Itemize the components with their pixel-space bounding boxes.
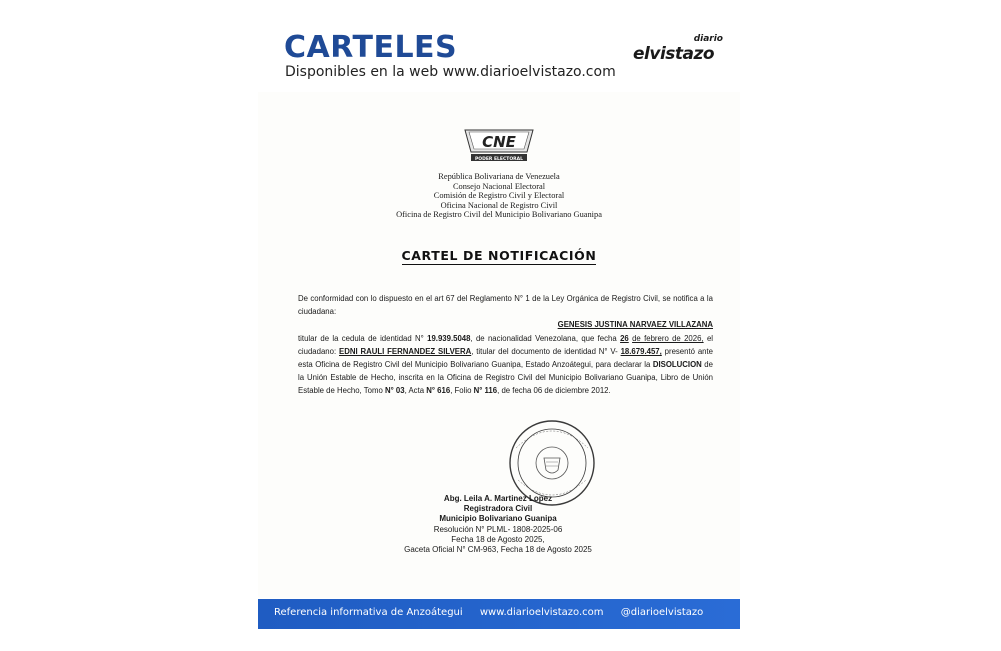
footer-reference: Referencia informativa de Anzoátegui — [274, 607, 463, 618]
brand-logo[interactable] — [633, 34, 723, 66]
cne-logo-subtext: PODER ELECTORAL — [475, 156, 523, 162]
letterhead-line: Comisión de Registro Civil y Electoral — [433, 191, 565, 201]
day-value: 26 — [620, 333, 629, 343]
footer-website-link[interactable]: www.diarioelvistazo.com — [479, 607, 604, 618]
body-text: de febrero de 2026, — [632, 333, 704, 343]
applicant-name: EDNI RAULI FERNANDEZ SILVERA — [339, 346, 472, 356]
resolution-date: Fecha 18 de Agosto 2025, — [451, 534, 545, 544]
letterhead-line: Oficina de Registro Civil del Municipio Bolivariano Guanipa — [396, 210, 602, 220]
body-text: , de nacionalidad Venezolana, que fecha — [470, 333, 617, 343]
footer-bar — [258, 599, 740, 629]
document-heading-text: CARTEL DE NOTIFICACIÓN — [401, 248, 597, 263]
notification-body — [298, 292, 713, 398]
cne-logo-text: CNE — [482, 133, 516, 151]
body-text: De conformidad con lo dispuesto en el art 67 del Reglamento N° 1 de la Ley Orgánica de Registro Civil, se notifica a la ciudadana: — [298, 294, 713, 317]
footer-social-handle[interactable]: @diarioelvistazo — [620, 607, 704, 618]
footer-text — [274, 607, 717, 618]
header-title: CARTELES — [284, 30, 458, 65]
body-text: de la Unión Estable de Hecho, inscrita en la Oficina de Registro Civil del Municipio Bolivariano Guanipa, Libro de Unión Estable de Hecho, Tomo — [298, 360, 713, 396]
body-text: , Acta — [404, 386, 425, 396]
signature-block — [378, 494, 618, 555]
body-text: titular de la cedula de identidad N° — [298, 333, 424, 343]
resolution-line: Resolución N° PLML- 1808-2025-06 — [433, 524, 563, 534]
acta-value: N° 616 — [426, 386, 451, 396]
signer-role: Registradora Civil — [463, 504, 533, 514]
letterhead-line: Consejo Nacional Electoral — [452, 181, 546, 191]
tomo-value: N° 03 — [384, 386, 405, 396]
letterhead-line: Oficina Nacional de Registro Civil — [440, 200, 558, 210]
document-heading — [258, 248, 740, 263]
dissolution-label: DISOLUCION — [652, 360, 702, 370]
letterhead — [258, 172, 740, 220]
folio-value: N° 116 — [473, 386, 498, 396]
id-number-1: 19.939.5048 — [427, 333, 471, 343]
brand-logo-main: elvistazo — [633, 44, 715, 64]
letterhead-line: República Bolivariana de Venezuela — [438, 172, 560, 181]
body-text: , Folio — [450, 386, 472, 396]
gazette-line: Gaceta Oficial N° CM-963, Fecha 18 de Agosto 2025 — [404, 545, 592, 555]
body-text: el ciudadano: — [298, 333, 714, 356]
signer-office: Municipio Bolivariano Guanipa — [439, 514, 557, 524]
body-text: , titular del documento de identidad N° V- — [471, 346, 618, 356]
brand-logo-small: diario — [693, 34, 723, 44]
header-subtitle: Disponibles en la web www.diarioelvistazo.com — [285, 64, 616, 80]
signer-name: Abg. Leila A. Martinez Lopez — [443, 494, 553, 503]
cne-logo-icon — [459, 128, 539, 164]
body-text: , de fecha 06 de diciembre 2012. — [497, 386, 611, 396]
body-text: presentó ante esta Oficina de Registro Civil del Municipio Bolivariano Guanipa, Estado Anzoátegui, para declarar la — [298, 346, 713, 370]
notified-name: GENESIS JUSTINA NARVAEZ VILLAZANA — [557, 320, 713, 330]
id-number-2: 18.679.457, — [620, 346, 662, 356]
notification-document — [258, 92, 740, 598]
